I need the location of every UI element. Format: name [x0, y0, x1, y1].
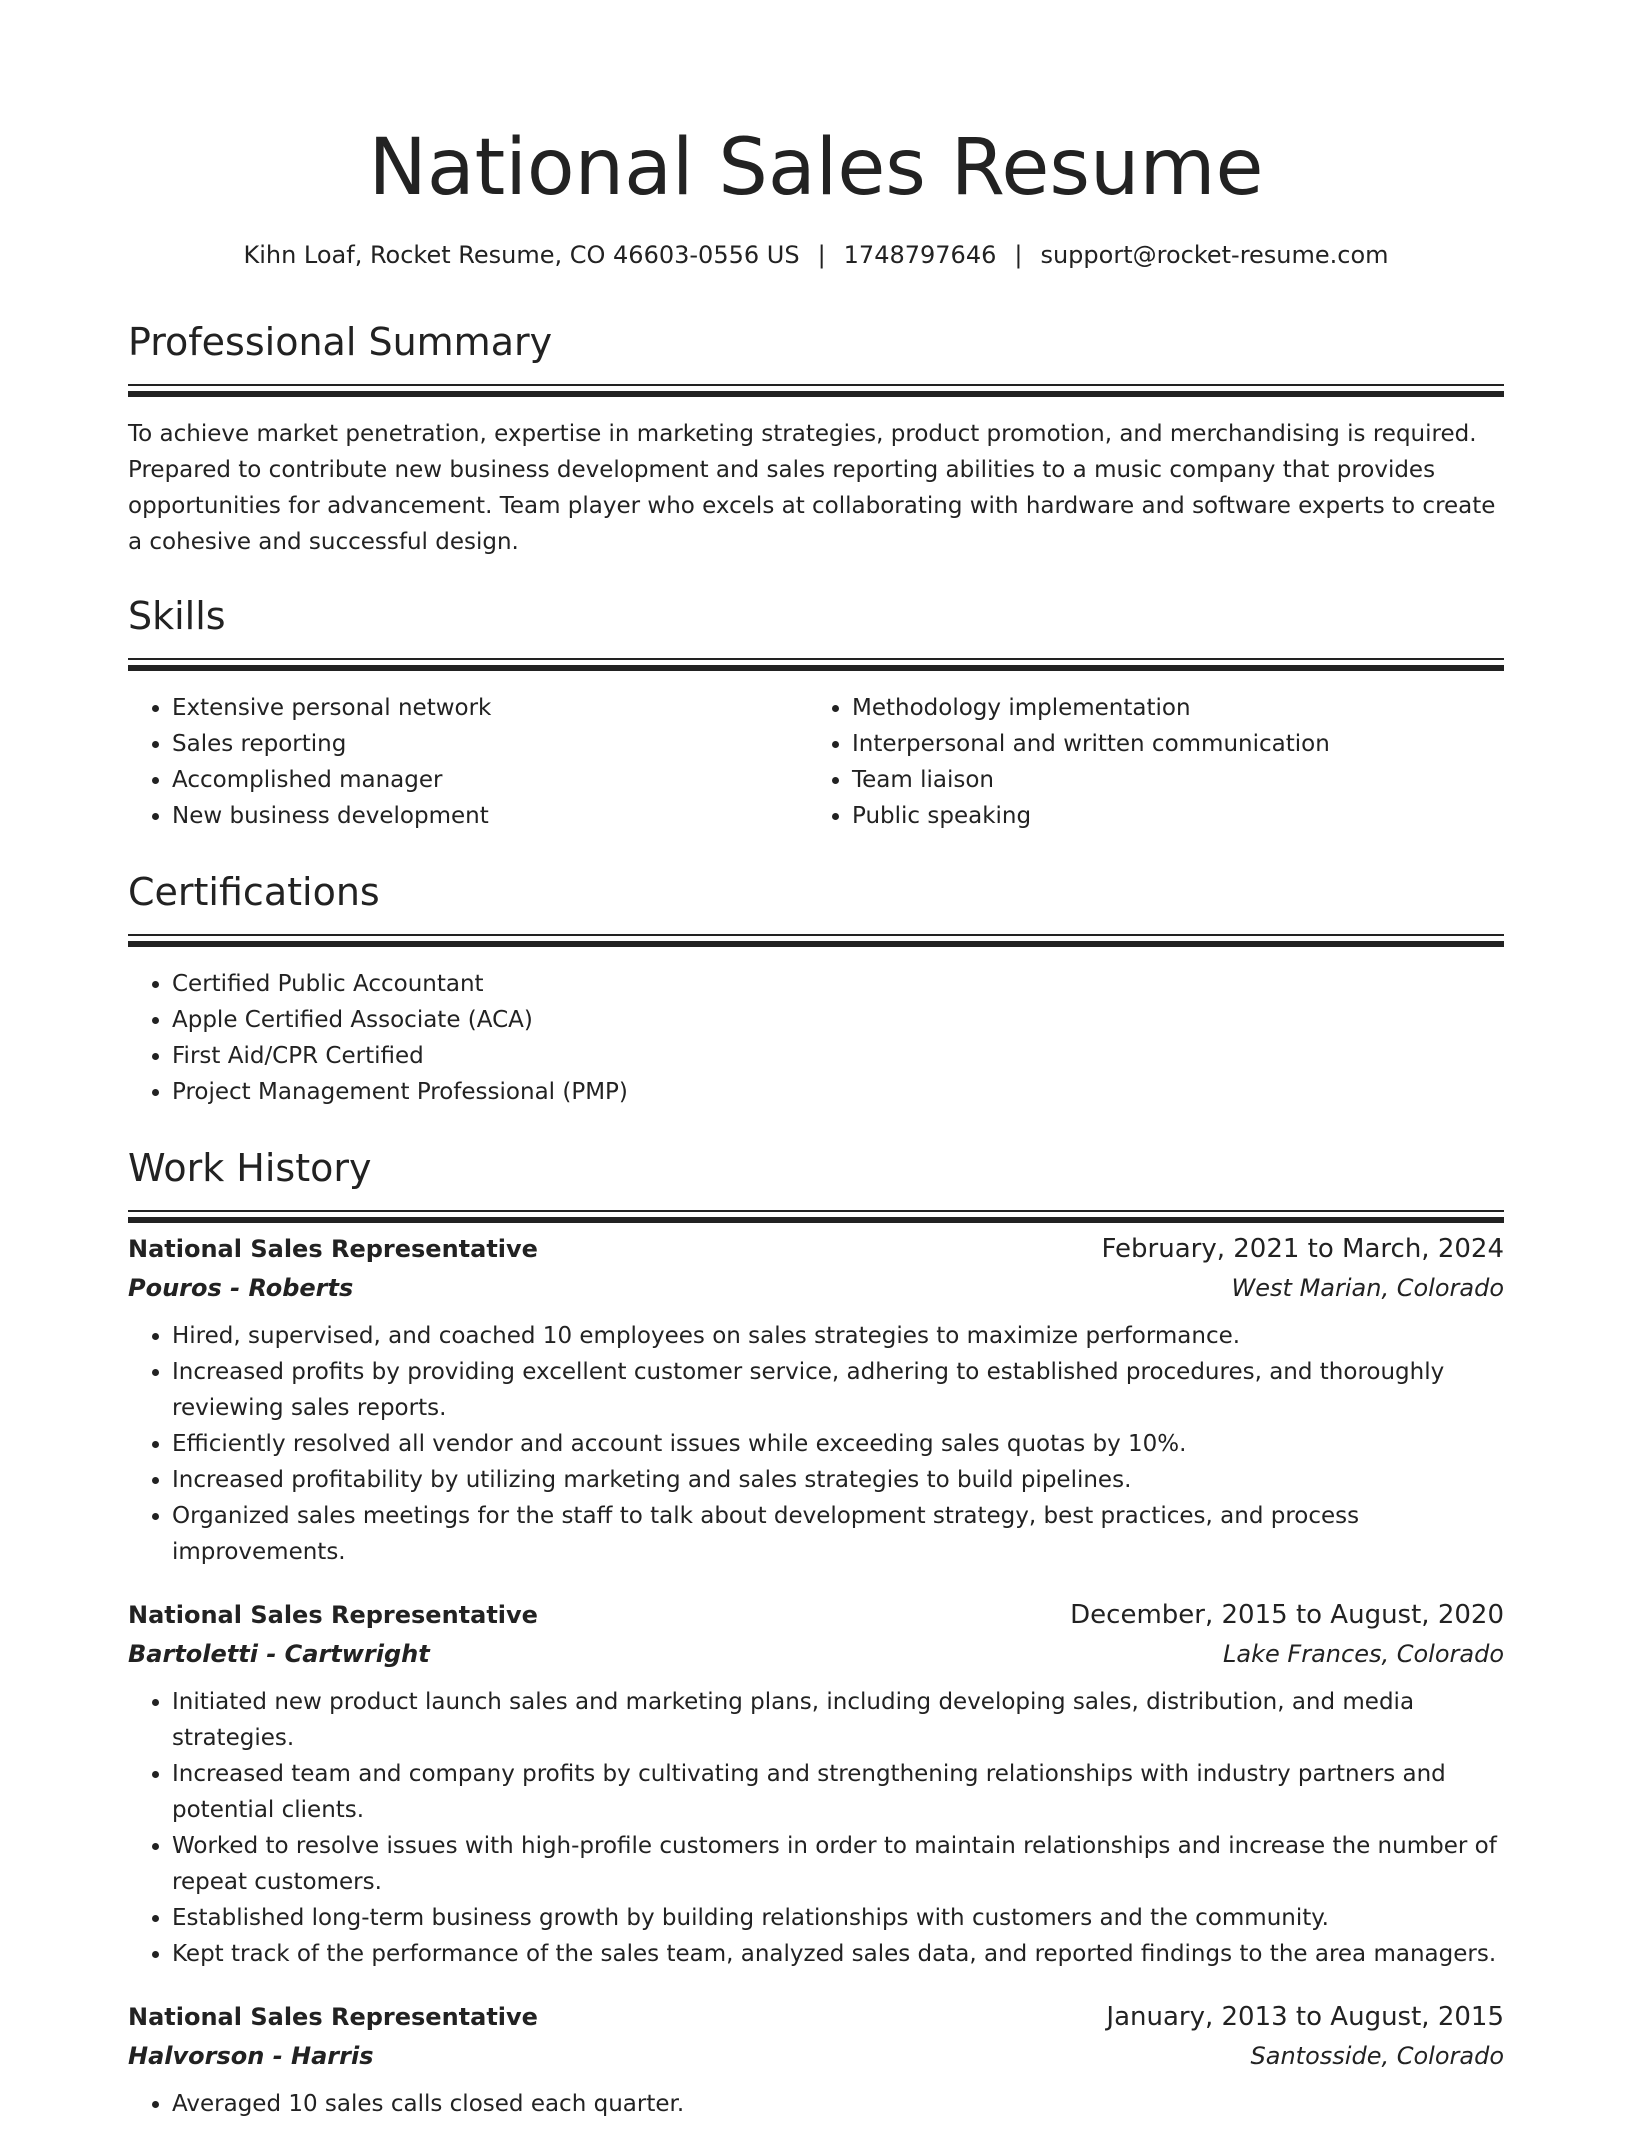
- job-company: Bartoletti - Cartwright: [128, 1640, 430, 1668]
- contact-phone: 1748797646: [843, 241, 997, 269]
- section-divider: [128, 658, 1504, 660]
- certifications-body: [128, 936, 1504, 1110]
- work-history-section: [128, 1142, 1504, 2122]
- job-subheader-row: [128, 1268, 1504, 1308]
- job-location: Lake Frances, Colorado: [1223, 1640, 1504, 1668]
- contact-separator: |: [1014, 241, 1023, 269]
- skill-item: • Accomplished manager: [172, 762, 806, 798]
- job-title: National Sales Representative: [128, 2003, 538, 2031]
- job-bullets: [128, 1684, 1504, 1972]
- job-bullet: • Worked to resolve issues with high-profile customers in order to maintain relationships and increase the number of repeat customers.: [172, 1828, 1504, 1900]
- skill-item: • Sales reporting: [172, 726, 806, 762]
- job-bullet: • Efficiently resolved all vendor and account issues while exceeding sales quotas by 10%.: [172, 1426, 1504, 1462]
- job-bullet: • Increased profits by providing excellent customer service, adhering to established procedures, and thoroughly reviewing sales reports.: [172, 1354, 1504, 1426]
- section-title-summary: Professional Summary: [128, 320, 553, 364]
- skill-item: • Interpersonal and written communication: [852, 726, 1482, 762]
- job-title: National Sales Representative: [128, 1601, 538, 1629]
- certification-item: • Certified Public Accountant: [172, 966, 1504, 1002]
- job-bullet: • Hired, supervised, and coached 10 employees on sales strategies to maximize performance.: [172, 1318, 1504, 1354]
- contact-email[interactable]: support@rocket-resume.com: [1040, 241, 1389, 269]
- job-bullet: • Kept track of the performance of the sales team, analyzed sales data, and reported findings to the area managers.: [172, 1936, 1504, 1972]
- job-bullets: [128, 1318, 1504, 1570]
- skills-section: [128, 590, 1504, 834]
- section-title-certifications: Certifications: [128, 870, 380, 914]
- section-title-skills: Skills: [128, 594, 226, 638]
- job-bullets: [128, 2086, 1504, 2122]
- contact-separator: |: [817, 241, 826, 269]
- work-history-body: [128, 1212, 1504, 2122]
- job-title: National Sales Representative: [128, 1235, 538, 1263]
- section-title-work-history: Work History: [128, 1146, 372, 1190]
- skill-item: • Team liaison: [852, 762, 1482, 798]
- job-header-row: [128, 1596, 1504, 1634]
- skills-list-left: [128, 690, 806, 834]
- job-header-row: [128, 1998, 1504, 2036]
- job-company: Pouros - Roberts: [128, 1274, 354, 1302]
- job-header-row: [128, 1230, 1504, 1268]
- certification-item: • First Aid/CPR Certified: [172, 1038, 1504, 1074]
- skills-list-right: [806, 690, 1482, 834]
- job-bullet: • Initiated new product launch sales and marketing plans, including developing sales, distribution, and media strategies.: [172, 1684, 1504, 1756]
- job-entry: [128, 1998, 1504, 2122]
- skill-item: • Methodology implementation: [852, 690, 1482, 726]
- job-subheader-row: [128, 1634, 1504, 1674]
- certification-item: • Apple Certified Associate (ACA): [172, 1002, 1504, 1038]
- job-bullet: • Established long-term business growth by building relationships with customers and the community.: [172, 1900, 1504, 1936]
- job-bullet: • Increased team and company profits by cultivating and strengthening relationships with industry partners and potential clients.: [172, 1756, 1504, 1828]
- section-divider: [128, 384, 1504, 386]
- job-dates: January, 2013 to August, 2015: [1106, 2002, 1504, 2032]
- job-company: Halvorson - Harris: [128, 2042, 374, 2070]
- job-subheader-row: [128, 2036, 1504, 2076]
- summary-body: [128, 386, 1504, 560]
- job-location: Santosside, Colorado: [1250, 2042, 1504, 2070]
- skill-item: • Public speaking: [852, 798, 1482, 834]
- resume-content: [128, 316, 1504, 2148]
- job-bullet: • Averaged 10 sales calls closed each quarter.: [172, 2086, 1504, 2122]
- contact-address: Kihn Loaf, Rocket Resume, CO 46603-0556 US: [243, 241, 800, 269]
- skill-item: • New business development: [172, 798, 806, 834]
- job-entry: [128, 1230, 1504, 1570]
- skill-item: • Extensive personal network: [172, 690, 806, 726]
- resume-name: National Sales Resume: [368, 123, 1264, 213]
- job-entry: [128, 1596, 1504, 1972]
- contact-line: [0, 238, 1632, 272]
- skills-grid: [128, 660, 1504, 834]
- summary-text: To achieve market penetration, expertise in marketing strategies, product promotion, and merchandising is required. Prepared to contribute new business development and sales reporting abilities to a music company that provides opportunities for advancement. Team player who excels at collaborating with hardware and software experts to create a cohesive and successful design.: [128, 421, 1496, 555]
- section-divider: [128, 1210, 1504, 1212]
- certifications-section: [128, 866, 1504, 1110]
- job-bullet: • Increased profitability by utilizing marketing and sales strategies to build pipelines.: [172, 1462, 1504, 1498]
- section-divider: [128, 934, 1504, 936]
- certifications-list: [128, 966, 1504, 1110]
- certification-item: • Project Management Professional (PMP): [172, 1074, 1504, 1110]
- summary-section: [128, 316, 1504, 560]
- job-location: West Marian, Colorado: [1231, 1274, 1504, 1302]
- job-dates: February, 2021 to March, 2024: [1101, 1234, 1504, 1264]
- job-bullet: • Organized sales meetings for the staff to talk about development strategy, best practices, and process improvements.: [172, 1498, 1504, 1570]
- job-dates: December, 2015 to August, 2020: [1070, 1600, 1504, 1630]
